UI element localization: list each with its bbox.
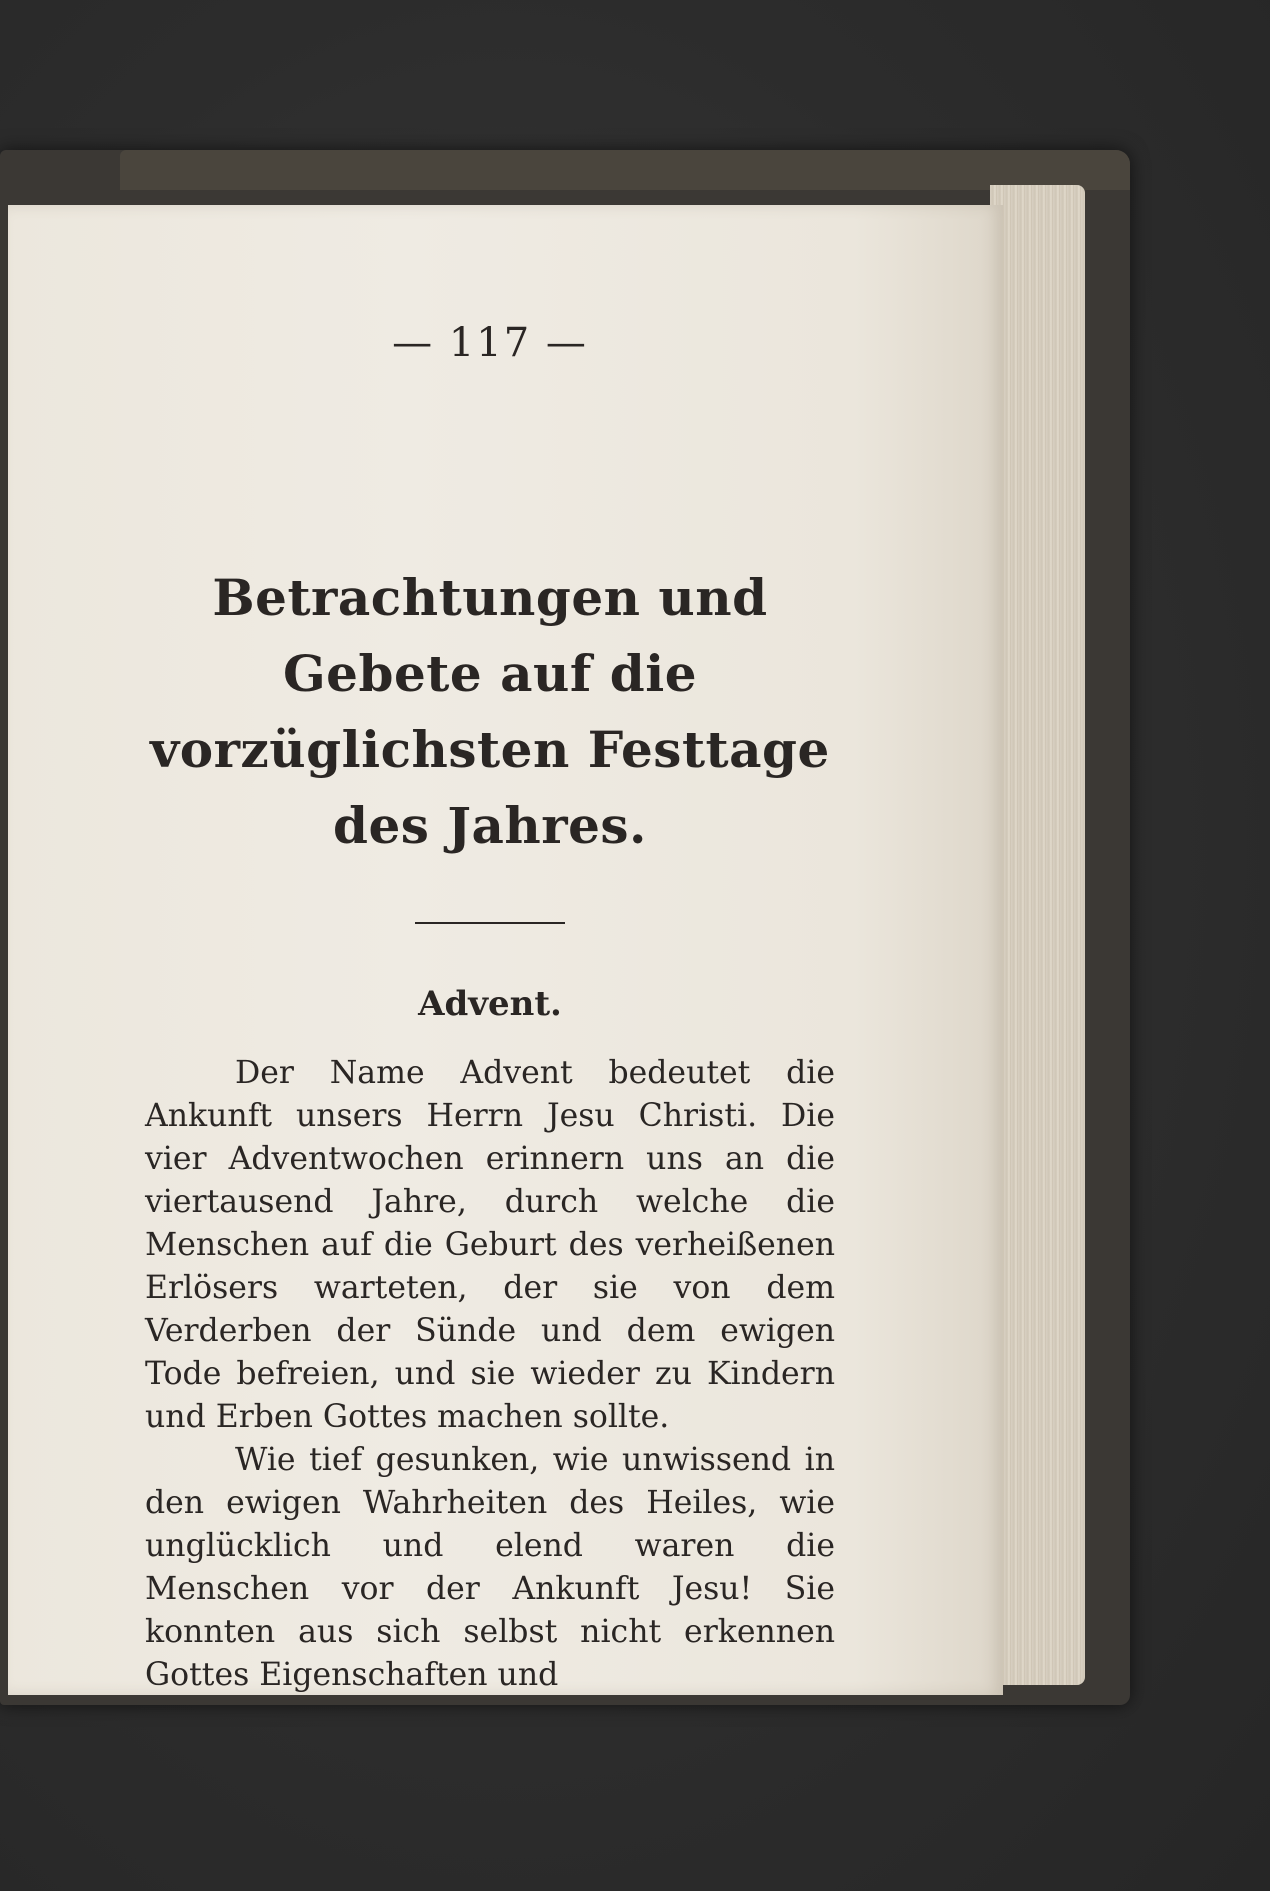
section-title: Advent. [418,984,562,1024]
paragraph-2: Wie tief gesunken, wie unwissend in den ewigen Wahrheiten des Heiles, wie unglücklich und elend waren die Menschen vor der Ankunft Jesu! Sie konnten aus sich selbst nicht erkennen Gottes Eigenschaften und [145,1442,835,1693]
chapter-heading: Betrachtungen und Gebete auf die vorzüglichsten Festtage des Jahres. [150,568,830,855]
paragraph-1: Der Name Advent bedeutet die Ankunft unsers Herrn Jesu Christi. Die vier Adventwochen erinnern uns an die viertausend Jahre, durch welche die Menschen auf die Geburt des verheißenen Erlösers warteten, der sie von dem Verderben der Sünde und dem ewigen Tode befreien, und sie wieder zu Kindern und Erben Gottes machen sollte. [145,1055,835,1435]
divider-rule [415,922,565,924]
body-text [145,1052,835,1697]
page-edges [990,185,1085,1685]
book-cover-edge [120,150,1130,190]
page-content [145,320,835,1697]
page-number: — 117 — [392,320,588,366]
